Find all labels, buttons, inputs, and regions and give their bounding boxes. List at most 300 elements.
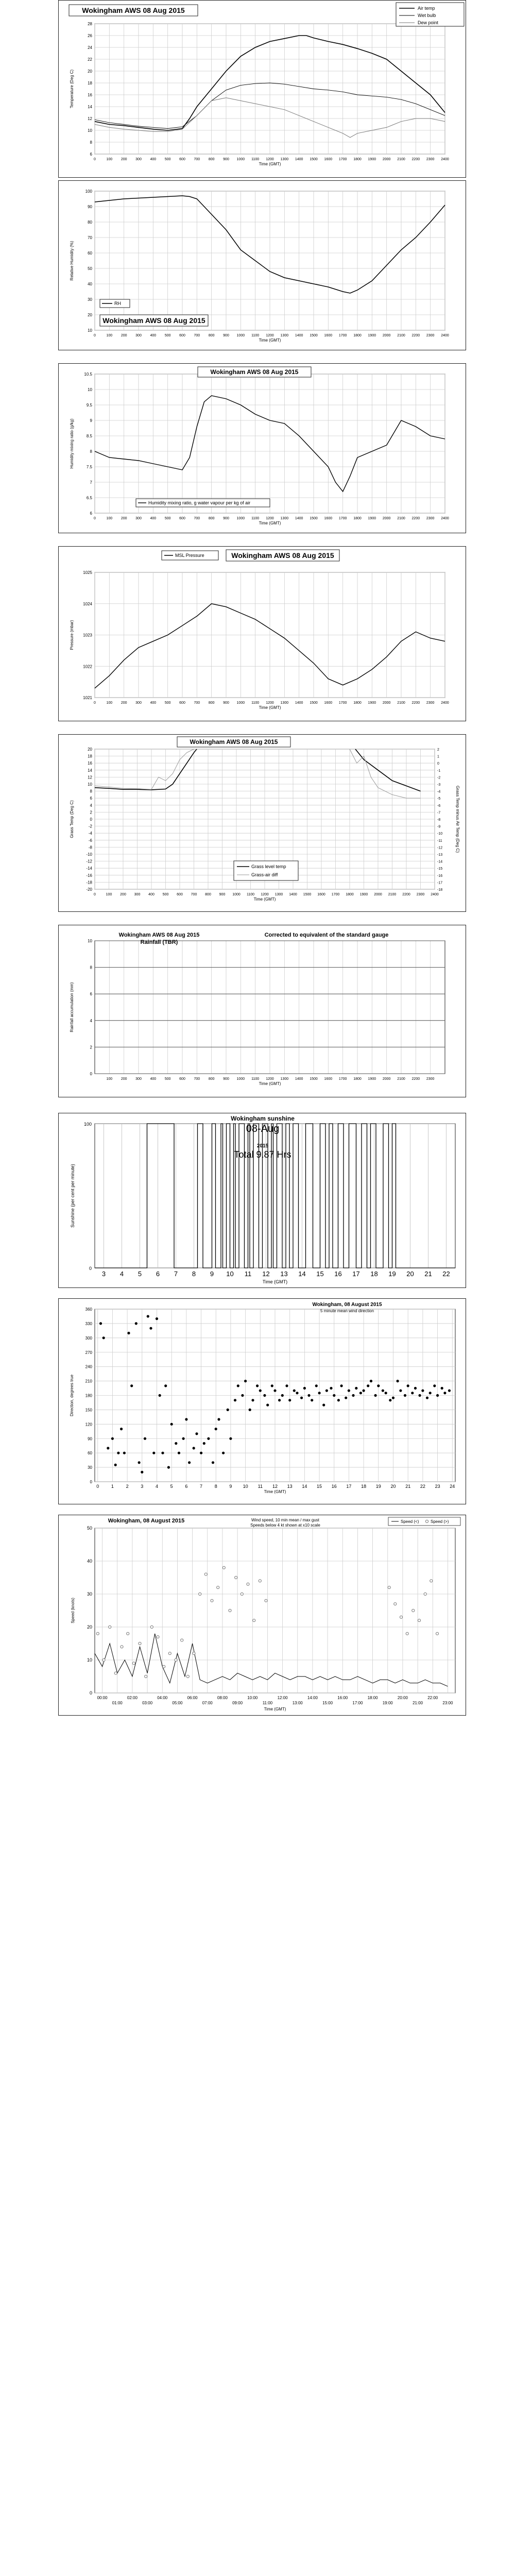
x-tick-label: 1100 [251,158,260,161]
y-tick-label: 0 [89,1690,92,1696]
x-tick-label: 23 [435,1484,440,1489]
y-tick-label: 100 [85,189,92,194]
wind-direction-point [249,1409,251,1411]
chart-title: Wokingham, 08 August 2015 [312,1302,382,1308]
wind-direction-point [117,1452,119,1454]
x-tick-label: 1300 [280,334,289,337]
x-tick-label: 1900 [359,893,368,896]
x-tick-label: 900 [219,893,226,896]
legend-entry: Dew point [418,20,439,25]
y-tick-label: 18 [88,81,92,86]
wind-direction-point [149,1327,152,1330]
x-tick-label: 100 [106,701,113,705]
gust-point [265,1599,267,1602]
x-tick-label: 600 [177,893,183,896]
x-tick-label: 1200 [261,893,269,896]
wind-direction-point [448,1389,451,1392]
wind-direction-point [367,1384,369,1387]
x-axis-label: Time (GMT) [264,1489,286,1494]
y2-tick-label: -1 [437,769,441,773]
chart-subtitle: 08-Aug [246,1123,280,1134]
x-tick-label: 900 [223,517,229,520]
gust-point [436,1632,438,1635]
x-tick-label: 10:00 [247,1696,258,1700]
x-tick-label: 23:00 [442,1701,453,1705]
x-tick-label: 200 [121,158,127,161]
x-tick-label: 1800 [353,1077,362,1081]
x-tick-label: 1400 [295,701,303,705]
x-tick-label: 300 [135,334,142,337]
wind-direction-point [355,1387,357,1389]
y-tick-label: 30 [87,1591,92,1597]
rainfall-chart-panel [58,925,466,1097]
wind-direction-point [307,1394,310,1397]
x-tick-label: 1100 [246,893,255,896]
gust-point [247,1583,249,1585]
gust-point [127,1632,129,1635]
wind-direction-point [414,1387,417,1389]
y-tick-label: 240 [85,1364,92,1369]
x-tick-label: 1300 [280,158,289,161]
wind-direction-point [429,1392,432,1394]
x-tick-label: 2000 [382,701,391,705]
y-tick-label: 1021 [83,696,92,700]
x-tick-label: 2200 [402,893,410,896]
y-tick-label: 1023 [83,633,92,638]
gust-point [186,1675,189,1677]
x-tick-label: 13:00 [292,1701,303,1705]
y-tick-label: 80 [88,220,92,225]
wind-direction-point [311,1399,313,1401]
x-tick-label: 400 [150,1077,157,1081]
x-tick-label: 400 [150,334,157,337]
x-tick-label: 100 [106,334,113,337]
y-tick-label: 26 [88,33,92,38]
x-tick-label: 2100 [388,893,397,896]
x-tick-label: 05:00 [172,1701,183,1705]
legend-entry: MSL Pressure [175,553,204,558]
x-tick-label: 5 [138,1270,142,1278]
gust-point [204,1573,207,1575]
y-tick-label: -8 [88,845,92,850]
x-tick-label: 13 [287,1484,293,1489]
x-tick-label: 1400 [295,158,303,161]
y2-tick-label: -4 [437,790,441,794]
x-tick-label: 1100 [251,334,260,337]
x-tick-label: 700 [194,701,200,705]
x-tick-label: 12 [272,1484,278,1489]
wind-direction-point [193,1447,195,1449]
gust-point [217,1586,219,1589]
x-tick-label: 09:00 [232,1701,243,1705]
x-tick-label: 1700 [338,701,347,705]
chart-title: Wokingham, 08 August 2015 [108,1518,185,1524]
gust-point [388,1586,390,1589]
x-tick-label: 1400 [289,893,297,896]
y-tick-label: 360 [85,1307,92,1312]
gust-point [163,1665,165,1668]
y-tick-label: -14 [86,866,92,871]
x-tick-label: 2400 [431,893,439,896]
x-tick-label: 400 [150,158,157,161]
x-tick-label: 21:00 [413,1701,423,1705]
wind-direction-point [303,1387,306,1389]
x-tick-label: 200 [121,1077,127,1081]
wind-direction-point [382,1389,384,1392]
x-tick-label: 1 [111,1484,114,1489]
x-tick-label: 600 [179,701,185,705]
x-tick-label: 1100 [251,517,260,520]
wind-direction-point [271,1384,273,1387]
y-tick-label: 40 [87,1558,92,1564]
x-tick-label: 7 [200,1484,203,1489]
wind-direction-point [123,1452,126,1454]
temperature-chart-panel [58,0,466,178]
gust-point [150,1625,153,1628]
x-tick-label: 06:00 [187,1696,198,1700]
y2-tick-label: -9 [437,825,441,829]
gust-point [168,1652,171,1655]
x-tick-label: 1700 [331,893,340,896]
x-tick-label: 15 [316,1270,324,1278]
x-tick-label: 800 [208,1077,215,1081]
y-tick-label: 8 [90,789,92,794]
wind-direction-point [370,1380,372,1382]
gust-point [418,1619,420,1622]
y-tick-label: 6 [90,992,92,997]
x-tick-label: 11:00 [262,1701,273,1705]
y-tick-label: 7 [90,480,92,485]
x-tick-label: 400 [150,701,157,705]
x-tick-label: 2000 [374,893,382,896]
y-tick-label: 120 [85,1422,92,1427]
y2-tick-label: -17 [437,881,443,885]
x-axis-label: Time (GMT) [259,521,281,526]
gust-point [193,1652,195,1655]
x-tick-label: 1200 [266,701,274,705]
x-tick-label: 1500 [310,158,318,161]
x-tick-label: 300 [135,701,142,705]
x-tick-label: 07:00 [202,1701,213,1705]
x-tick-label: 2100 [397,517,405,520]
x-tick-label: 800 [208,701,215,705]
x-tick-label: 1200 [266,158,274,161]
chart-subtitle: Wind speed, 10 min mean / max gust [251,1518,320,1522]
wind-direction-point [141,1471,143,1473]
wind-direction-point [256,1384,259,1387]
gust-point [430,1580,433,1582]
x-tick-label: 500 [162,893,169,896]
y-tick-label: 30 [88,1465,92,1470]
x-tick-label: 1700 [338,517,347,520]
wind-direction-point [411,1392,414,1394]
y-tick-label: 20 [88,69,92,74]
x-tick-label: 1900 [368,334,376,337]
y2-tick-label: -12 [437,846,443,850]
y-tick-label: 330 [85,1321,92,1326]
y-tick-label: 10.5 [84,372,92,377]
chart-title: Wokingham AWS 08 Aug 2015 [231,551,334,560]
y-tick-label: 1022 [83,664,92,669]
x-tick-label: 2300 [416,893,425,896]
wind-direction-point [385,1392,387,1394]
x-tick-label: 1700 [338,158,347,161]
x-tick-label: 1800 [353,701,362,705]
x-tick-label: 14 [298,1270,306,1278]
mixing-ratio-chart [59,364,467,534]
y2-tick-label: -7 [437,811,441,815]
wind-direction-point [215,1428,217,1430]
y-tick-label: 8 [90,449,92,454]
wind-direction-point [322,1404,325,1406]
x-tick-label: 200 [121,334,127,337]
wind-direction-point [237,1384,239,1387]
gust-point [394,1603,397,1605]
x-tick-label: 0 [94,701,96,705]
wind-direction-point [127,1332,130,1334]
x-tick-label: 400 [150,517,157,520]
x-tick-label: 2300 [426,1077,435,1081]
x-tick-label: 700 [194,1077,200,1081]
wind-direction-point [340,1384,343,1387]
x-tick-label: 13 [280,1270,288,1278]
x-tick-label: 300 [134,893,141,896]
x-tick-label: 2200 [411,334,420,337]
wind-direction-point [111,1437,114,1440]
wind-direction-point [345,1397,347,1399]
x-tick-label: 600 [179,158,185,161]
y-tick-label: 300 [85,1335,92,1341]
legend-entry: RH [114,301,121,306]
x-tick-label: 00:00 [97,1696,108,1700]
x-tick-label: 2100 [397,1077,405,1081]
wind-direction-point [419,1394,421,1397]
wind-direction-point [263,1394,266,1397]
pressure-chart-panel [58,546,466,721]
x-tick-label: 12:00 [277,1696,288,1700]
gust-point [222,1566,225,1569]
x-tick-label: 08:00 [217,1696,228,1700]
x-tick-label: 1300 [280,517,289,520]
x-tick-label: 1800 [353,158,362,161]
x-tick-label: 2000 [382,517,391,520]
wind-direction-point [178,1452,180,1454]
wind-direction-point [377,1384,380,1387]
y2-tick-label: -13 [437,853,443,857]
x-tick-label: 200 [121,517,127,520]
x-tick-label: 9 [210,1270,214,1278]
wind-direction-point [266,1404,269,1406]
wind-direction-point [156,1317,158,1320]
y-tick-label: 9 [90,418,92,423]
x-axis-label: Time (GMT) [259,162,281,166]
x-tick-label: 2300 [426,701,435,705]
legend-swatch [425,1520,428,1522]
x-tick-label: 03:00 [142,1701,153,1705]
y-axis-label: Sunshine (per cent per minute) [70,1164,75,1228]
wind-direction-point [441,1387,443,1389]
wind-direction-point [278,1399,281,1401]
gust-point [235,1576,237,1579]
x-tick-label: 1800 [346,893,354,896]
x-tick-label: 20:00 [397,1696,408,1700]
legend-entry: Grass-air diff [251,872,278,877]
wind-direction-point [200,1452,202,1454]
chart-subtitle: 5 minute mean wind direction [320,1309,374,1313]
x-axis-label: Time (GMT) [264,1707,286,1711]
y-tick-label: 28 [88,22,92,26]
x-tick-label: 2400 [441,517,449,520]
y2-axis-label: Grass Temp minus Air Temp (Deg C) [455,786,460,853]
gust-point [96,1632,99,1635]
wind-direction-point [212,1461,214,1464]
y-tick-label: 10 [88,782,92,787]
wind-direction-point [352,1394,354,1397]
y-tick-label: -12 [86,859,92,864]
x-tick-label: 2000 [382,334,391,337]
y-tick-label: 22 [88,57,92,62]
chart-subtitle: Rainfall (TBR) [140,939,178,945]
wind-direction-point [407,1384,409,1387]
gust-point [109,1625,111,1628]
y2-tick-label: -11 [437,839,442,843]
gust-point [211,1599,213,1602]
y-tick-label: 60 [88,1451,92,1456]
gust-point [259,1580,261,1582]
y2-tick-label: -14 [437,860,443,864]
y-tick-label: 10 [88,939,92,943]
y-tick-label: 14 [88,105,92,109]
wind-direction-point [397,1380,399,1382]
y2-tick-label: -10 [437,832,443,836]
x-tick-label: 1700 [338,334,347,337]
wind-direction-point [207,1437,210,1440]
x-tick-label: 01:00 [112,1701,123,1705]
y-tick-label: 12 [88,116,92,121]
x-tick-label: 1000 [236,158,245,161]
x-tick-label: 900 [223,158,229,161]
wind-direction-point [102,1336,105,1339]
wind-direction-point [182,1437,185,1440]
y-tick-label: 8 [90,140,92,145]
x-tick-label: 1500 [310,517,318,520]
x-tick-label: 1900 [368,517,376,520]
wind-direction-point [175,1442,177,1445]
y-tick-label: 4 [90,803,92,808]
y2-tick-label: -8 [437,818,441,822]
x-tick-label: 02:00 [127,1696,138,1700]
wind-direction-point [203,1442,205,1445]
wind-direction-point [147,1315,149,1317]
chart-title: Wokingham AWS 08 Aug 2015 [102,316,205,325]
chart-title: Wokingham AWS 08 Aug 2015 [82,6,185,14]
x-tick-label: 1900 [368,1077,376,1081]
x-tick-label: 0 [94,334,96,337]
y-tick-label: 20 [87,1624,92,1630]
x-tick-label: 1800 [353,334,362,337]
x-tick-label: 1500 [303,893,312,896]
x-tick-label: 200 [121,701,127,705]
y-tick-label: -16 [86,873,92,878]
chart-title: Wokingham AWS 08 Aug 2015 [118,932,200,938]
y-tick-label: 50 [88,266,92,271]
x-tick-label: 4 [155,1484,158,1489]
y-tick-label: -18 [86,880,92,885]
x-tick-label: 500 [164,517,171,520]
x-tick-label: 2100 [397,701,405,705]
y-tick-label: 6 [90,152,92,157]
x-tick-label: 2400 [441,701,449,705]
y-tick-label: 1025 [83,570,92,575]
y2-tick-label: -18 [437,888,443,892]
y2-tick-label: -16 [437,874,443,878]
x-tick-label: 6 [185,1484,188,1489]
x-tick-label: 2400 [441,334,449,337]
x-tick-label: 2 [126,1484,129,1489]
humidity-chart-panel [58,180,466,350]
y2-tick-label: -2 [437,776,441,780]
chart-subtitle-2: Speeds below 4 kt shown at x10 scale [250,1523,320,1528]
x-tick-label: 1900 [368,158,376,161]
legend-entry: Speed (>) [431,1519,449,1524]
legend-entry: Wet bulb [418,13,436,18]
x-tick-label: 500 [164,1077,171,1081]
x-tick-label: 1000 [236,1077,245,1081]
gust-point [241,1592,243,1595]
x-tick-label: 21 [405,1484,411,1489]
x-tick-label: 10 [226,1270,234,1278]
x-tick-label: 100 [106,158,113,161]
x-tick-label: 15 [317,1484,322,1489]
y-tick-label: 270 [85,1350,92,1355]
wind-direction-point [159,1394,161,1397]
x-tick-label: 22:00 [427,1696,438,1700]
y-tick-label: 1024 [83,601,92,606]
gust-point [114,1672,117,1674]
gust-point [412,1609,415,1612]
y-tick-label: -2 [88,824,92,829]
x-tick-label: 1500 [310,1077,318,1081]
wind-direction-point [222,1452,225,1454]
x-tick-label: 7 [174,1270,178,1278]
wind-direction-point [144,1437,146,1440]
wind-direction-point [234,1399,236,1401]
mixing-ratio-chart-panel [58,363,466,533]
wind-direction-point [436,1394,439,1397]
x-tick-label: 1600 [324,1077,333,1081]
x-tick-label: 1600 [324,334,333,337]
wind-direction-point [348,1389,350,1392]
y-tick-label: 40 [88,282,92,286]
gust-point [424,1592,426,1595]
x-tick-label: 1100 [251,701,260,705]
wind-direction-point [296,1392,298,1394]
wind-direction-point [135,1322,138,1325]
wind-direction-point [120,1428,123,1430]
x-axis-label: Time (GMT) [259,705,281,710]
wind-direction-point [251,1399,254,1401]
x-tick-label: 22 [442,1270,450,1278]
x-tick-label: 20 [390,1484,396,1489]
x-tick-label: 10 [243,1484,248,1489]
wind-direction-chart [59,1299,467,1505]
wind-direction-point [399,1389,402,1392]
x-tick-label: 24 [450,1484,455,1489]
x-tick-label: 14 [302,1484,307,1489]
y-tick-label: 100 [83,1122,92,1127]
chart-year: 2015 [256,1143,269,1149]
y-tick-label: 16 [88,761,92,766]
